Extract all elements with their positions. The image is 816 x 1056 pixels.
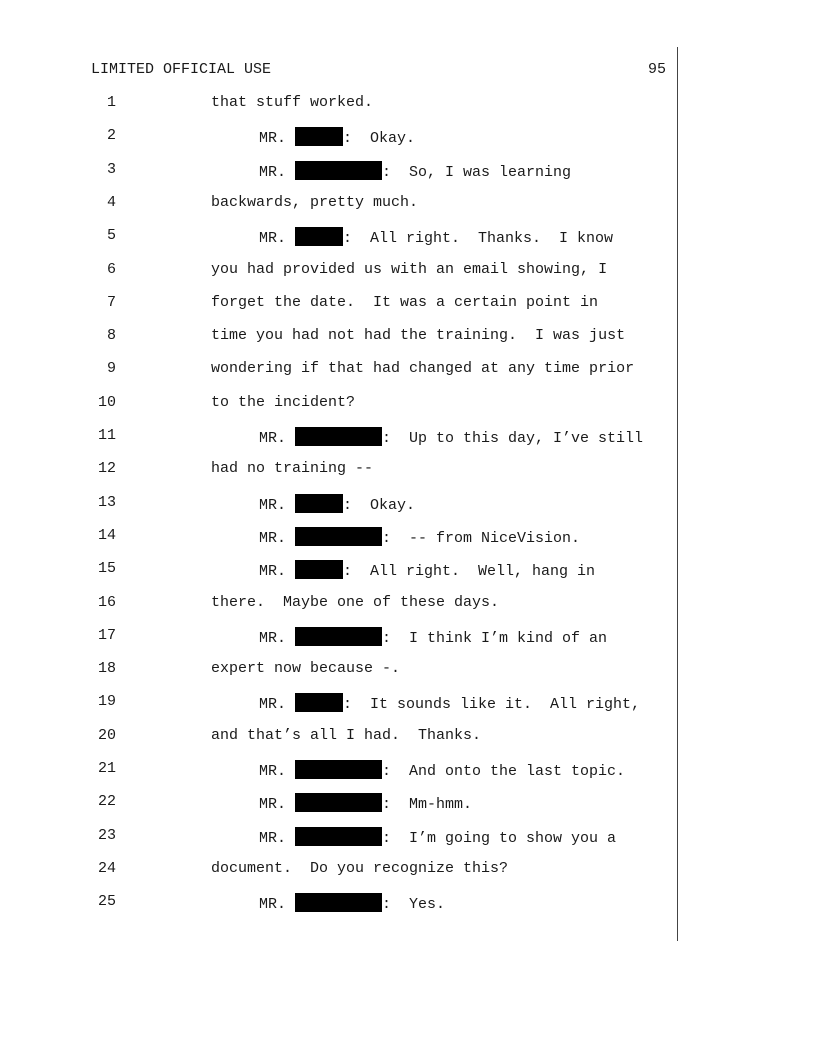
line-number: 5: [106, 227, 116, 245]
line-text: had no training --: [211, 460, 374, 478]
speaker-title: MR.: [259, 896, 296, 914]
speaker-title: MR.: [259, 696, 296, 714]
transcript-line: [0, 127, 680, 147]
line-number: 9: [106, 360, 116, 378]
line-text: forget the date. It was a certain point in: [211, 293, 599, 311]
transcript-line: [0, 427, 680, 447]
line-number: 16: [97, 593, 116, 611]
speaker-title: MR.: [259, 230, 296, 248]
line-text: time you had not had the training. I was just: [211, 327, 626, 345]
speaker-line: [259, 427, 643, 447]
speaker-title: MR.: [259, 763, 296, 780]
transcript-line: [0, 94, 680, 114]
speech-text: : All right. Well, hang in: [343, 563, 596, 581]
line-number: 13: [97, 493, 116, 511]
speaker-line: [259, 227, 613, 247]
line-number: 2: [106, 127, 116, 145]
line-text: expert now because -.: [211, 660, 401, 678]
classification-header: LIMITED OFFICIAL USE: [91, 61, 272, 78]
speaker-title: MR.: [259, 629, 296, 647]
transcript-line: [0, 227, 680, 247]
transcript-line: [0, 327, 680, 347]
speaker-line: [259, 827, 616, 847]
transcript-line: [0, 261, 680, 281]
transcript-line: [0, 660, 680, 680]
line-number: 15: [97, 560, 116, 578]
transcript-line: [0, 527, 680, 547]
transcript-line: [0, 793, 680, 813]
speaker-line: [259, 127, 415, 147]
line-text: to the incident?: [211, 393, 356, 411]
transcript-line: [0, 494, 680, 514]
speaker-title: MR.: [259, 796, 296, 814]
line-number: 21: [97, 760, 116, 777]
line-number: 12: [97, 460, 116, 478]
line-number: 14: [97, 526, 116, 544]
redaction-box: [295, 560, 343, 579]
line-number: 4: [106, 193, 116, 211]
transcript-line: [0, 693, 680, 713]
transcript-line: [0, 860, 680, 880]
speaker-line: [259, 693, 640, 713]
transcript-line: [0, 194, 680, 214]
speech-text: : Yes.: [382, 896, 446, 914]
transcript-line: [0, 893, 680, 913]
transcript-line: [0, 727, 680, 747]
redaction-box: [295, 427, 382, 446]
speaker-title: MR.: [259, 829, 296, 847]
line-number: 7: [106, 293, 116, 311]
line-text: backwards, pretty much.: [211, 193, 419, 211]
speaker-title: MR.: [259, 130, 296, 148]
redaction-box: [295, 227, 343, 246]
line-number: 11: [97, 427, 116, 444]
speaker-line: [259, 161, 571, 181]
page-number: 95: [648, 61, 667, 78]
speech-text: : And onto the last topic.: [382, 763, 626, 780]
speech-text: : So, I was learning: [382, 163, 572, 181]
transcript-line: [0, 394, 680, 414]
transcript-line: [0, 560, 680, 580]
speech-text: : I’m going to show you a: [382, 829, 617, 847]
line-number: 24: [97, 859, 116, 877]
redaction-box: [295, 893, 382, 912]
speaker-line: [259, 494, 415, 514]
speaker-line: [259, 893, 445, 913]
transcript-line: [0, 161, 680, 181]
line-number: 17: [97, 626, 116, 644]
line-number: 20: [97, 726, 116, 744]
transcript-line: [0, 360, 680, 380]
redaction-box: [295, 693, 343, 712]
line-number: 22: [97, 793, 116, 811]
speaker-line: [259, 627, 607, 647]
speech-text: : Okay.: [343, 496, 416, 514]
redaction-box: [295, 627, 382, 646]
speech-text: : Mm-hmm.: [382, 796, 473, 814]
transcript-line: [0, 594, 680, 614]
speaker-line: [259, 560, 595, 580]
redaction-box: [295, 494, 343, 513]
transcript-line: [0, 760, 680, 780]
transcript-line: [0, 827, 680, 847]
speaker-line: [259, 527, 580, 547]
redaction-box: [295, 527, 382, 546]
speaker-line: [259, 793, 472, 813]
line-number: 25: [97, 893, 116, 911]
speech-text: : -- from NiceVision.: [382, 529, 581, 547]
transcript-line: [0, 460, 680, 480]
redaction-box: [295, 793, 382, 812]
transcript-line: [0, 627, 680, 647]
line-text: you had provided us with an email showing, I: [211, 260, 608, 278]
speaker-title: MR.: [259, 563, 296, 581]
line-number: 23: [97, 826, 116, 844]
speech-text: : It sounds like it. All right,: [343, 696, 641, 714]
line-text: that stuff worked.: [211, 94, 374, 111]
speaker-line: [259, 760, 625, 780]
line-number: 3: [106, 160, 116, 178]
line-text: and that’s all I had. Thanks.: [211, 726, 482, 744]
line-text: document. Do you recognize this?: [211, 859, 509, 877]
speaker-title: MR.: [259, 163, 296, 181]
line-number: 18: [97, 660, 116, 678]
line-text: wondering if that had changed at any time prior: [211, 360, 635, 378]
speaker-title: MR.: [259, 529, 296, 547]
transcript-line: [0, 294, 680, 314]
speech-text: : Okay.: [343, 130, 416, 148]
speaker-title: MR.: [259, 496, 296, 514]
line-number: 6: [106, 260, 116, 278]
line-number: 19: [97, 693, 116, 711]
speaker-title: MR.: [259, 430, 296, 447]
redaction-box: [295, 827, 382, 846]
line-number: 8: [106, 327, 116, 345]
line-text: there. Maybe one of these days.: [211, 593, 500, 611]
line-number: 10: [97, 393, 116, 411]
speech-text: : I think I’m kind of an: [382, 629, 608, 647]
speech-text: : Up to this day, I’ve still: [382, 430, 644, 447]
redaction-box: [295, 760, 382, 779]
line-number: 1: [106, 94, 116, 111]
redaction-box: [295, 161, 382, 180]
speech-text: : All right. Thanks. I know: [343, 230, 614, 248]
redaction-box: [295, 127, 343, 146]
